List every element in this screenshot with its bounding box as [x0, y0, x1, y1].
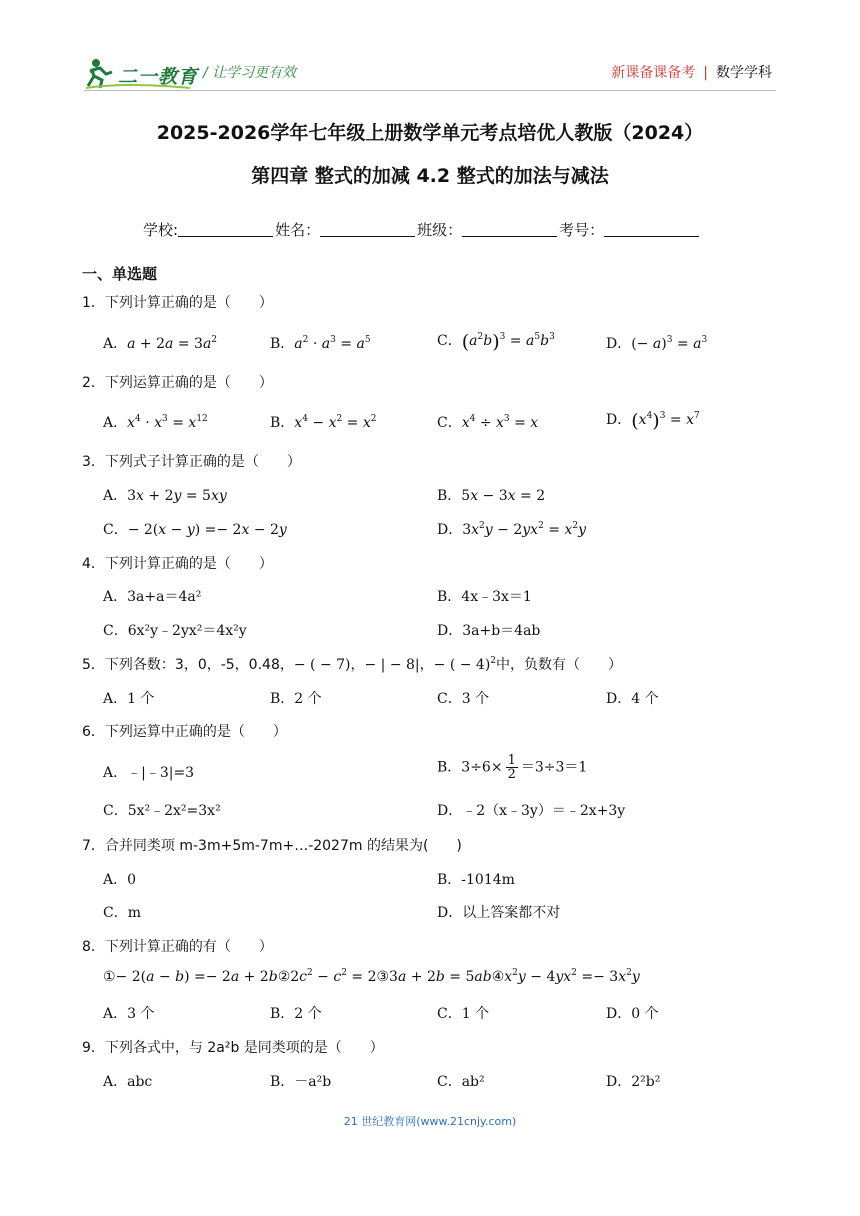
q8-statements: ①− $2(a - b) =- 2a + 2b②2c^2 - c^2$ = 2③3a + $2b = 5ab④x^2y - 4yx^2 =- 3x^2y$ [103, 968, 640, 985]
q7-option-a: A．0 [103, 872, 137, 888]
q6-b-suffix: ＝3÷3＝1 [520, 759, 588, 776]
q2-option-a: A．$x^4 \cdot x^3 = x^{12}$ [103, 414, 208, 431]
q6-b-fraction [506, 754, 518, 781]
question-3: 3．下列式子计算正确的是（ ） [82, 454, 301, 470]
q9-option-b: B．－a²b [270, 1074, 332, 1090]
doc-subtitle: 第四章 整式的加减 4.2 整式的加法与减法 [251, 165, 609, 187]
question-5 [82, 654, 622, 674]
header-course-tag: 新课备课备考 [611, 65, 696, 81]
q9-option-c: C．ab² [437, 1074, 485, 1090]
q6-b-prefix: B．3÷6× [437, 759, 503, 776]
q9-option-d: D．2²b² [606, 1074, 661, 1090]
name-label: 姓名： [275, 221, 321, 239]
q4-option-c: C．6x²y﹣2yx²＝4x²y [103, 623, 247, 639]
q3-option-a: A．3x + 2y = 5xy [103, 488, 227, 504]
q5-option-d: D．4 个 [606, 691, 659, 707]
q4-option-a: A．3a+a＝4a² [103, 589, 202, 605]
question-1: 1．下列计算正确的是（ ） [82, 295, 273, 311]
question-8: 8．下列计算正确的有（ ） [82, 939, 273, 955]
q8-option-a: A．3 个 [103, 1006, 155, 1022]
q5-option-c: C．3 个 [437, 691, 490, 707]
q8-option-b: B．2 个 [270, 1006, 322, 1022]
footer-link[interactable]: 21 世纪教育网(www.21cnjy.com) [343, 1115, 517, 1128]
slogan: / 让学习更有效 [203, 65, 297, 81]
q8-option-c: C．1 个 [437, 1006, 490, 1022]
q2-option-c: C．$x^4 \div x^3 = x$ [437, 414, 539, 431]
q3-option-d: D．$3x^2y - 2yx^2 = x^2y$ [437, 521, 586, 538]
exam-number-blank[interactable] [604, 222, 699, 237]
q5-prefix: 5．下列各数：3，0，-5，0.48， [82, 657, 294, 673]
exam-number-label: 考号： [559, 221, 605, 239]
q7-option-c: C．m [103, 905, 141, 921]
q2-option-b: B．$x^4 - x^2 = x^2$ [270, 414, 377, 431]
doc-title: 2025-2026学年七年级上册数学单元考点培优人教版（2024） [156, 122, 704, 144]
q5-option-a: A．1 个 [103, 691, 155, 707]
q1-option-d: D．(− $a)^3 = a^3$ [606, 335, 708, 352]
q6-option-d: D．﹣2（x﹣3y）＝﹣2x+3y [437, 803, 626, 819]
q5-math-numbers: − ( − 7)，− | − 8|，− ( − 4)$^2$ [293, 656, 497, 673]
q6-option-c: C．5x²﹣2x²=3x² [103, 803, 221, 819]
q3-option-c: C．− 2(x − y) =− 2x − 2y [103, 522, 287, 538]
q7-option-b: B．-1014m [437, 872, 515, 888]
question-9: 9．下列各式中，与 2a²b 是同类项的是（ ） [82, 1040, 384, 1056]
q6-option-b [437, 754, 587, 781]
q2-option-d: D．$(x^4)^3 = x^7$ [606, 410, 700, 432]
q6-b-frac-numerator: 1 [507, 753, 516, 768]
name-blank[interactable] [320, 222, 415, 237]
logo-text: 二一教育 [118, 66, 199, 88]
header-separator: | [703, 65, 708, 81]
q6-b-frac-denominator: 2 [507, 767, 516, 782]
header-right [611, 62, 772, 82]
q1-option-b: B．$a^2 \cdot a^3 = a^5$ [270, 335, 371, 352]
question-4: 4．下列计算正确的是（ ） [82, 556, 273, 572]
class-label: 班级： [417, 221, 463, 239]
q7-option-d: D．以上答案都不对 [437, 905, 561, 921]
header-subject: 数学学科 [716, 65, 772, 81]
q5-suffix: 中，负数有（ ） [496, 657, 623, 673]
question-7: 7．合并同类项 m-3m+5m-7m+…-2027m 的结果为( ) [82, 838, 462, 854]
section-title: 一、单选题 [82, 265, 158, 283]
q1-option-a: A．$a + 2a = 3a^2$ [103, 335, 218, 352]
question-6: 6．下列运算中正确的是（ ） [82, 724, 287, 740]
header-divider [84, 90, 776, 91]
q6-option-a: A．﹣|﹣3|=3 [103, 765, 195, 781]
q4-option-d: D．3a+b＝4ab [437, 623, 541, 639]
school-label: 学校: [143, 221, 179, 239]
student-info-line [143, 219, 701, 240]
q3-option-b: B．5x − 3x = 2 [437, 488, 546, 504]
question-2: 2．下列运算正确的是（ ） [82, 375, 273, 391]
q1-option-c: C．$(a^2b)^3 = a^5b^3$ [437, 331, 555, 353]
q4-option-b: B．4x﹣3x＝1 [437, 589, 532, 605]
q9-option-a: A．abc [103, 1074, 153, 1090]
q5-option-b: B．2 个 [270, 691, 322, 707]
q8-option-d: D．0 个 [606, 1006, 659, 1022]
class-blank[interactable] [462, 222, 557, 237]
school-blank[interactable] [178, 222, 273, 237]
